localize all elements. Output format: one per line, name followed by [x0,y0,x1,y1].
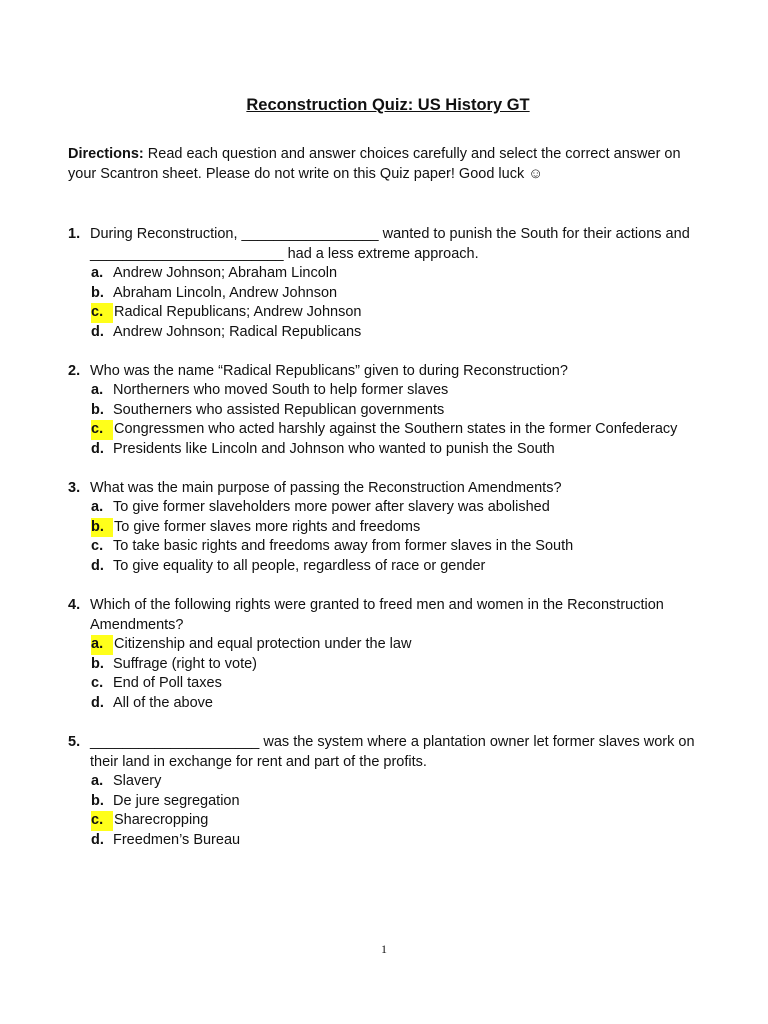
question-stem [68,478,708,498]
question-text: _____________________ was the system where a plantation owner let former slaves work on their land in exchange for rent and part of the profits. [90,734,695,770]
answer-letter: d. [91,440,104,457]
answer-text: Congressmen who acted harshly against the Southern states in the former Confederacy [114,421,678,437]
question-text: What was the main purpose of passing the Reconstruction Amendments? [90,480,562,496]
answer-text: To give equality to all people, regardless of race or gender [113,557,486,574]
answer-letter: a. [91,382,104,398]
answer-text: Abraham Lincoln, Andrew Johnson [113,284,338,301]
answer-options [68,264,708,342]
directions-text: Read each question and answer choices carefully and select the correct answer on your Scantron sheet. Please do not write on this Quiz paper! Good luck ☺ [68,146,681,182]
directions [68,144,708,184]
answer-options [68,772,708,850]
question-number: 4. [68,597,81,613]
answer-letter: d. [91,694,104,711]
answer-text: Andrew Johnson; Abraham Lincoln [113,265,338,281]
page-number: 1 [381,942,387,956]
answer-text: De jure segregation [113,792,240,809]
question-stem [68,361,708,381]
highlighted-answer-letter: c. [91,420,113,440]
answer-option-c [91,537,708,557]
quiz-title: Reconstruction Quiz: US History GT [246,96,530,114]
answer-text: End of Poll taxes [113,675,222,691]
answer-text: Suffrage (right to vote) [113,655,258,672]
directions-label: Directions: [68,146,144,162]
answer-text: Andrew Johnson; Radical Republicans [113,323,362,340]
question-number: 2. [68,363,81,379]
answer-option-a [91,381,708,401]
question-number: 5. [68,734,81,750]
answer-options [68,635,708,713]
answer-option-a [91,498,708,518]
answer-option-b [91,792,708,812]
question-list [68,224,708,850]
answer-letter: a. [91,773,104,789]
answer-letter: c. [91,538,104,554]
answer-option-d [91,440,708,460]
answer-text: All of the above [113,694,213,711]
answer-option-c [91,674,708,694]
question-number: 1. [68,226,81,242]
answer-option-b [91,401,708,421]
question-text: Who was the name “Radical Republicans” given to during Reconstruction? [90,363,568,379]
answer-letter: b. [91,401,104,418]
answer-text: Southerners who assisted Republican governments [113,401,445,418]
answer-letter: a. [91,499,104,515]
answer-option-b [91,655,708,675]
answer-text: To take basic rights and freedoms away from former slaves in the South [113,538,574,554]
question-stem [68,595,708,635]
answer-text: Presidents like Lincoln and Johnson who wanted to punish the South [113,440,555,457]
answer-text: Northerners who moved South to help former slaves [113,382,449,398]
answer-letter: b. [91,284,104,301]
answer-option-c [91,420,708,440]
answer-option-b [91,518,708,538]
highlighted-answer-letter: a. [91,635,113,655]
question-number: 3. [68,480,81,496]
answer-letter: b. [91,655,104,672]
question-2 [68,361,708,459]
answer-option-d [91,694,708,714]
answer-text: Radical Republicans; Andrew Johnson [114,304,362,320]
answer-text: To give former slaveholders more power after slavery was abolished [113,499,550,515]
question-5 [68,732,708,850]
question-stem [68,732,708,772]
answer-text: Sharecropping [114,812,209,828]
answer-text: Citizenship and equal protection under the law [114,636,412,652]
answer-options [68,498,708,576]
answer-option-a [91,772,708,792]
question-3 [68,478,708,576]
question-1 [68,224,708,342]
answer-letter: d. [91,323,104,340]
highlighted-answer-letter: c. [91,303,113,323]
answer-letter: d. [91,557,104,574]
answer-text: Freedmen’s Bureau [113,831,241,848]
highlighted-answer-letter: b. [91,518,113,538]
answer-option-a [91,635,708,655]
answer-option-b [91,284,708,304]
answer-letter: b. [91,792,104,809]
answer-text: To give former slaves more rights and freedoms [114,518,421,535]
answer-option-d [91,831,708,851]
question-stem [68,224,708,264]
answer-option-d [91,557,708,577]
answer-letter: c. [91,675,104,691]
question-text: Which of the following rights were granted to freed men and women in the Reconstruction Amendments? [90,597,664,633]
answer-options [68,381,708,459]
answer-option-a [91,264,708,284]
answer-text: Slavery [113,773,162,789]
answer-option-d [91,323,708,343]
answer-option-c [91,811,708,831]
highlighted-answer-letter: c. [91,811,113,831]
question-text: During Reconstruction, _________________ wanted to punish the South for their actions and ________________________ had a less extreme approach. [90,226,690,262]
answer-letter: a. [91,265,104,281]
question-4 [68,595,708,713]
answer-option-c [91,303,708,323]
answer-letter: d. [91,831,104,848]
